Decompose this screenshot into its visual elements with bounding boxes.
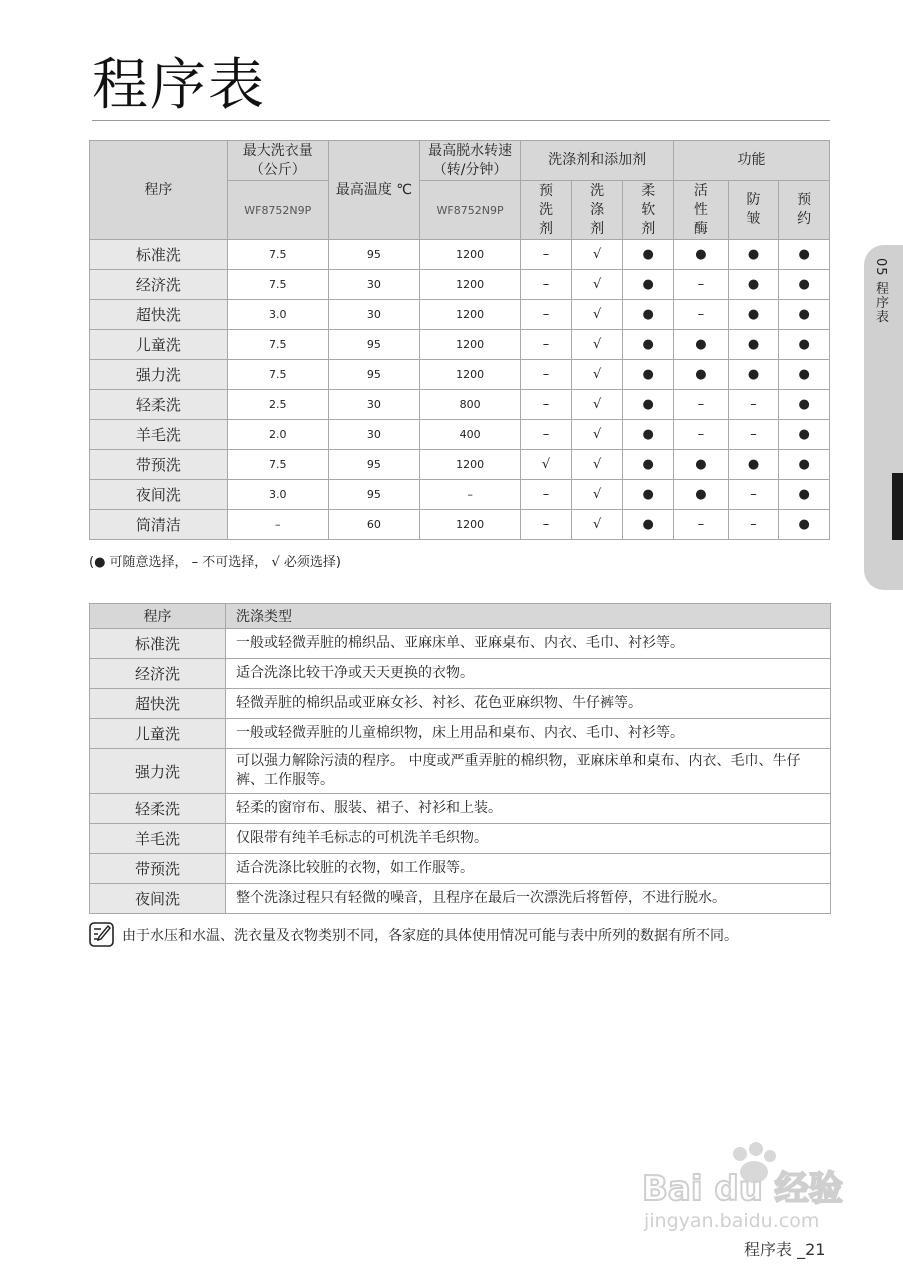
wrinkle-mark: ● bbox=[728, 360, 779, 390]
prewash-mark: – bbox=[521, 330, 572, 360]
program-name: 儿童洗 bbox=[90, 330, 228, 360]
softener-mark: ● bbox=[623, 390, 674, 420]
softener-mark: ● bbox=[623, 240, 674, 270]
header-max-spin bbox=[419, 141, 520, 181]
delay-mark: ● bbox=[779, 390, 830, 420]
prewash-mark: – bbox=[521, 420, 572, 450]
wash-type-description: 仅限带有纯羊毛标志的可机洗羊毛织物。 bbox=[226, 824, 831, 854]
baidu-watermark bbox=[642, 1138, 852, 1233]
program-name: 带预洗 bbox=[90, 450, 228, 480]
delay-mark: ● bbox=[779, 270, 830, 300]
header-detergent bbox=[571, 181, 623, 240]
header-delay bbox=[779, 181, 830, 240]
wash-type-description: 一般或轻微弄脏的儿童棉织物，床上用品和桌布、内衣、毛巾、衬衫等。 bbox=[226, 719, 831, 749]
delay-mark: ● bbox=[779, 480, 830, 510]
wash-type-table bbox=[89, 603, 831, 914]
prewash-mark: – bbox=[521, 240, 572, 270]
header-program: 程序 bbox=[90, 604, 226, 629]
program-name: 夜间洗 bbox=[90, 884, 226, 914]
max-temp-value: 95 bbox=[328, 480, 419, 510]
detergent-mark: √ bbox=[571, 240, 623, 270]
delay-mark: ● bbox=[779, 450, 830, 480]
program-name: 超快洗 bbox=[90, 689, 226, 719]
max-spin-value: 1200 bbox=[419, 330, 520, 360]
wash-type-description: 轻柔的窗帘布、服装、裙子、衬衫和上装。 bbox=[226, 794, 831, 824]
program-name: 强力洗 bbox=[90, 749, 226, 794]
max-load-value: 2.0 bbox=[227, 420, 328, 450]
prewash-mark: – bbox=[521, 270, 572, 300]
wrinkle-mark: – bbox=[728, 510, 779, 540]
enzyme-mark: ● bbox=[674, 360, 729, 390]
wrinkle-mark: – bbox=[728, 390, 779, 420]
enzyme-mark: – bbox=[674, 510, 729, 540]
wash-type-row bbox=[90, 824, 831, 854]
enzyme-mark: – bbox=[674, 390, 729, 420]
header-active-enzyme bbox=[674, 181, 729, 240]
max-spin-value: 800 bbox=[419, 390, 520, 420]
chapter-tab-marker bbox=[892, 473, 903, 540]
softener-mark: ● bbox=[623, 450, 674, 480]
detergent-mark: √ bbox=[571, 270, 623, 300]
header-wash-type: 洗涤类型 bbox=[226, 604, 831, 629]
max-load-value: 2.5 bbox=[227, 390, 328, 420]
wrinkle-mark: – bbox=[728, 420, 779, 450]
wash-type-row bbox=[90, 689, 831, 719]
max-temp-value: 60 bbox=[328, 510, 419, 540]
program-table bbox=[89, 140, 830, 540]
program-name: 标准洗 bbox=[90, 240, 228, 270]
program-name: 超快洗 bbox=[90, 300, 228, 330]
header-max-spin-unit: （转/分钟） bbox=[432, 161, 508, 178]
prewash-mark: – bbox=[521, 300, 572, 330]
header-softener-label: 柔软剂 bbox=[641, 182, 656, 237]
softener-mark: ● bbox=[623, 480, 674, 510]
enzyme-mark: ● bbox=[674, 450, 729, 480]
program-name: 强力洗 bbox=[90, 360, 228, 390]
max-temp-value: 30 bbox=[328, 270, 419, 300]
softener-mark: ● bbox=[623, 510, 674, 540]
note-text: 由于水压和水温、洗衣量及衣物类别不同，各家庭的具体使用情况可能与表中所列的数据有所不同。 bbox=[122, 927, 738, 944]
max-spin-value: 1200 bbox=[419, 240, 520, 270]
max-load-value: 7.5 bbox=[227, 360, 328, 390]
program-name: 经济洗 bbox=[90, 659, 226, 689]
wash-type-row bbox=[90, 659, 831, 689]
wash-type-description: 可以强力解除污渍的程序。 中度或严重弄脏的棉织物，亚麻床单和桌布、内衣、毛巾、牛仔裤、工作服等。 bbox=[226, 749, 831, 794]
note-pencil-icon bbox=[89, 922, 114, 947]
detergent-mark: √ bbox=[571, 300, 623, 330]
max-spin-value: 1200 bbox=[419, 510, 520, 540]
header-model-spin: WF8752N9P bbox=[419, 181, 520, 240]
header-prewash-label: 预洗剂 bbox=[538, 182, 553, 237]
title-divider bbox=[92, 120, 830, 121]
enzyme-mark: – bbox=[674, 420, 729, 450]
max-load-value: 7.5 bbox=[227, 330, 328, 360]
max-temp-value: 95 bbox=[328, 360, 419, 390]
delay-mark: ● bbox=[779, 330, 830, 360]
prewash-mark: √ bbox=[521, 450, 572, 480]
max-load-value: 3.0 bbox=[227, 480, 328, 510]
wash-type-row bbox=[90, 719, 831, 749]
legend: (● 可随意选择， – 不可选择， √ 必须选择) bbox=[89, 555, 341, 570]
wrinkle-mark: ● bbox=[728, 300, 779, 330]
prewash-mark: – bbox=[521, 360, 572, 390]
detergent-mark: √ bbox=[571, 480, 623, 510]
detergent-mark: √ bbox=[571, 450, 623, 480]
header-max-load-unit: （公斤） bbox=[249, 161, 306, 178]
wash-type-description: 整个洗涤过程只有轻微的噪音，且程序在最后一次漂洗后将暂停，不进行脱水。 bbox=[226, 884, 831, 914]
program-name: 夜间洗 bbox=[90, 480, 228, 510]
program-row bbox=[90, 390, 830, 420]
delay-mark: ● bbox=[779, 510, 830, 540]
max-temp-value: 30 bbox=[328, 390, 419, 420]
header-program: 程序 bbox=[90, 141, 228, 240]
enzyme-mark: ● bbox=[674, 330, 729, 360]
enzyme-mark: – bbox=[674, 270, 729, 300]
detergent-mark: √ bbox=[571, 390, 623, 420]
max-spin-value: 1200 bbox=[419, 450, 520, 480]
wash-type-description: 一般或轻微弄脏的棉织品、亚麻床单、亚麻桌布、内衣、毛巾、衬衫等。 bbox=[226, 629, 831, 659]
program-row bbox=[90, 240, 830, 270]
prewash-mark: – bbox=[521, 510, 572, 540]
header-max-spin-label: 最高脱水转速 bbox=[428, 142, 513, 159]
max-load-value: 7.5 bbox=[227, 450, 328, 480]
softener-mark: ● bbox=[623, 270, 674, 300]
wash-type-description: 轻微弄脏的棉织品或亚麻女衫、衬衫、花色亚麻织物、牛仔裤等。 bbox=[226, 689, 831, 719]
delay-mark: ● bbox=[779, 360, 830, 390]
header-max-temp: 最高温度 ℃ bbox=[328, 141, 419, 240]
page-footer: 程序表 _21 bbox=[744, 1240, 826, 1259]
header-prewash bbox=[521, 181, 572, 240]
delay-mark: ● bbox=[779, 240, 830, 270]
header-anti-wrinkle-label: 防皱 bbox=[746, 192, 761, 227]
program-name: 轻柔洗 bbox=[90, 390, 228, 420]
detergent-mark: √ bbox=[571, 330, 623, 360]
header-function-group: 功能 bbox=[674, 141, 830, 181]
wrinkle-mark: – bbox=[728, 480, 779, 510]
program-row bbox=[90, 360, 830, 390]
program-name: 带预洗 bbox=[90, 854, 226, 884]
max-temp-value: 30 bbox=[328, 300, 419, 330]
max-temp-value: 95 bbox=[328, 450, 419, 480]
detergent-mark: √ bbox=[571, 420, 623, 450]
max-load-value: 7.5 bbox=[227, 240, 328, 270]
program-row bbox=[90, 420, 830, 450]
prewash-mark: – bbox=[521, 390, 572, 420]
header-detergent-group: 洗涤剂和添加剂 bbox=[521, 141, 674, 181]
wash-type-row bbox=[90, 854, 831, 884]
enzyme-mark: – bbox=[674, 300, 729, 330]
wrinkle-mark: ● bbox=[728, 330, 779, 360]
program-row bbox=[90, 300, 830, 330]
delay-mark: ● bbox=[779, 420, 830, 450]
wrinkle-mark: ● bbox=[728, 270, 779, 300]
program-row bbox=[90, 330, 830, 360]
detergent-mark: √ bbox=[571, 360, 623, 390]
program-row bbox=[90, 450, 830, 480]
max-load-value: 7.5 bbox=[227, 270, 328, 300]
watermark-url: jingyan.baidu.com bbox=[644, 1210, 820, 1232]
wash-type-row bbox=[90, 884, 831, 914]
max-spin-value: 1200 bbox=[419, 270, 520, 300]
program-name: 羊毛洗 bbox=[90, 420, 228, 450]
max-load-value: 3.0 bbox=[227, 300, 328, 330]
softener-mark: ● bbox=[623, 360, 674, 390]
softener-mark: ● bbox=[623, 300, 674, 330]
wash-type-row bbox=[90, 794, 831, 824]
wrinkle-mark: ● bbox=[728, 450, 779, 480]
prewash-mark: – bbox=[521, 480, 572, 510]
softener-mark: ● bbox=[623, 420, 674, 450]
header-max-load-label: 最大洗衣量 bbox=[242, 142, 313, 159]
page-title: 程序表 bbox=[92, 53, 266, 118]
watermark-brand: Bai du 经验 bbox=[642, 1169, 843, 1209]
chapter-tab-label: 05 程序表 bbox=[873, 258, 888, 324]
header-detergent-label: 洗涤剂 bbox=[590, 182, 605, 237]
program-name: 轻柔洗 bbox=[90, 794, 226, 824]
max-spin-value: 400 bbox=[419, 420, 520, 450]
program-name: 儿童洗 bbox=[90, 719, 226, 749]
header-softener bbox=[623, 181, 674, 240]
header-delay-label: 预约 bbox=[797, 192, 812, 227]
header-model-load: WF8752N9P bbox=[227, 181, 328, 240]
detergent-mark: √ bbox=[571, 510, 623, 540]
header-active-enzyme-label: 活性酶 bbox=[693, 182, 708, 237]
program-name: 筒清洁 bbox=[90, 510, 228, 540]
program-name: 标准洗 bbox=[90, 629, 226, 659]
wash-type-description: 适合洗涤比较脏的衣物，如工作服等。 bbox=[226, 854, 831, 884]
enzyme-mark: ● bbox=[674, 480, 729, 510]
wash-type-row bbox=[90, 749, 831, 794]
header-anti-wrinkle bbox=[728, 181, 779, 240]
max-temp-value: 95 bbox=[328, 240, 419, 270]
wrinkle-mark: ● bbox=[728, 240, 779, 270]
softener-mark: ● bbox=[623, 330, 674, 360]
max-temp-value: 95 bbox=[328, 330, 419, 360]
delay-mark: ● bbox=[779, 300, 830, 330]
max-spin-value: – bbox=[419, 480, 520, 510]
max-temp-value: 30 bbox=[328, 420, 419, 450]
max-load-value: – bbox=[227, 510, 328, 540]
header-max-load bbox=[227, 141, 328, 181]
program-row bbox=[90, 480, 830, 510]
program-row bbox=[90, 510, 830, 540]
max-spin-value: 1200 bbox=[419, 360, 520, 390]
note bbox=[89, 922, 839, 947]
wash-type-description: 适合洗涤比较干净或天天更换的衣物。 bbox=[226, 659, 831, 689]
wash-type-row bbox=[90, 629, 831, 659]
program-name: 羊毛洗 bbox=[90, 824, 226, 854]
program-row bbox=[90, 270, 830, 300]
enzyme-mark: ● bbox=[674, 240, 729, 270]
max-spin-value: 1200 bbox=[419, 300, 520, 330]
program-name: 经济洗 bbox=[90, 270, 228, 300]
